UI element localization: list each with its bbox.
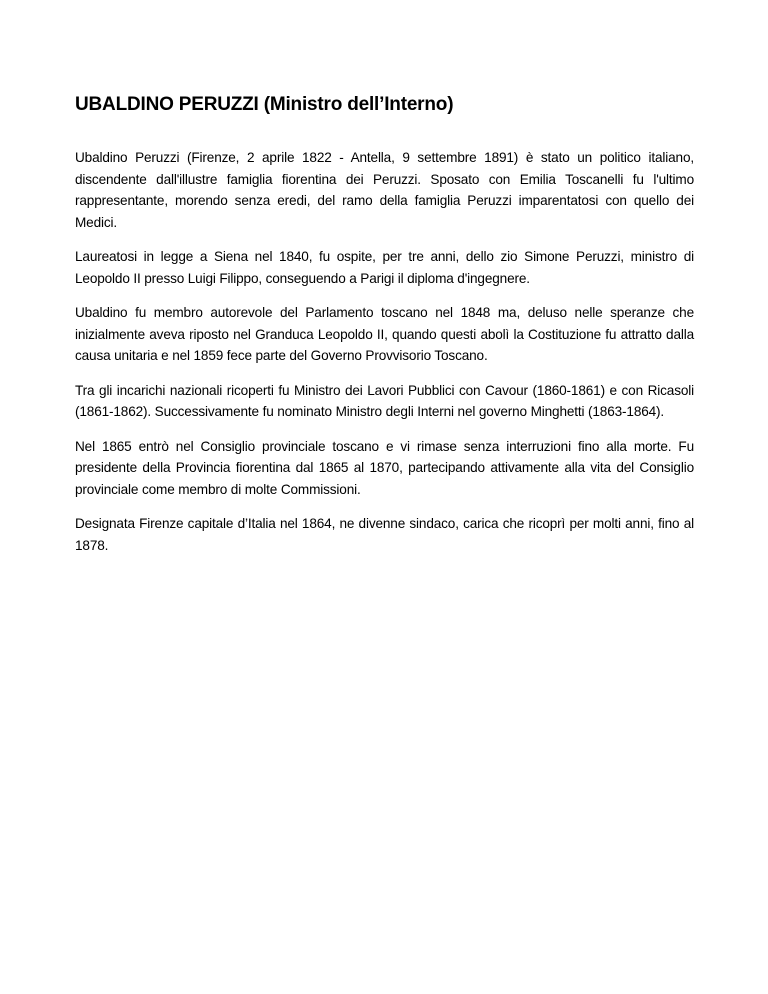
paragraph-mayor: Designata Firenze capitale d’Italia nel 1864, ne divenne sindaco, carica che ricoprì per molti anni, fino al 1878.: [75, 516, 694, 553]
paragraph-biography-intro: Ubaldino Peruzzi (Firenze, 2 aprile 1822 - Antella, 9 settembre 1891) è stato un politico italiano, discendente dall'illustre famiglia fiorentina dei Peruzzi. Sposato con Emilia Toscanelli fu l'ultimo rappresentante, morendo senza eredi, del ramo della famiglia Peruzzi imparentatosi con quello dei Medici.: [75, 150, 694, 230]
paragraph-provincial-council: Nel 1865 entrò nel Consiglio provinciale toscano e vi rimase senza interruzioni fino alla morte. Fu presidente della Provincia fiorentina dal 1865 al 1870, partecipando attivamente alla vita del Consiglio provinciale come membro di molte Commissioni.: [75, 438, 694, 497]
paragraph-tuscan-parliament: Ubaldino fu membro autorevole del Parlamento toscano nel 1848 ma, deluso nelle speranze che inizialmente aveva riposto nel Granduca Leopoldo II, quando questi abolì la Costituzione fu attratto dalla causa unitaria e nel 1859 fece parte del Governo Provvisorio Toscano.: [75, 305, 694, 363]
document-page: [75, 92, 694, 569]
paragraph-national-roles: Tra gli incarichi nazionali ricoperti fu Ministro dei Lavori Pubblici con Cavour (1860-1861) e con Ricasoli (1861-1862). Successivamente fu nominato Ministro degli Interni nel governo Minghetti (1863-1864).: [75, 382, 694, 419]
document-title: UBALDINO PERUZZI (Ministro dell’Interno): [75, 94, 454, 115]
paragraph-education: Laureatosi in legge a Siena nel 1840, fu ospite, per tre anni, dello zio Simone Peruzzi, ministro di Leopoldo II presso Luigi Filippo, conseguendo a Parigi il diploma d'ingegnere.: [75, 249, 694, 286]
